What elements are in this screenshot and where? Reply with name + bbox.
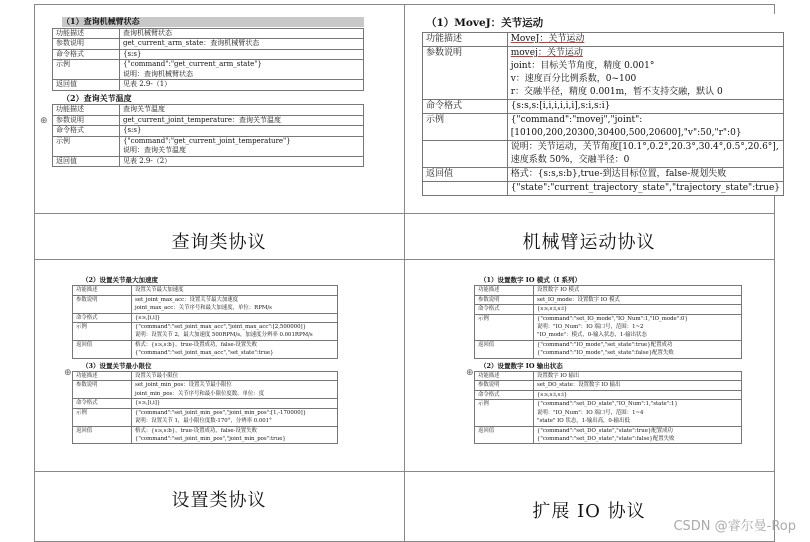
row-value	[132, 426, 338, 444]
row-value	[120, 156, 364, 167]
table-row	[475, 295, 742, 304]
table-row	[475, 305, 742, 314]
row-value-line: joint_min_pos：关节序号和最小限位度数，单位：度	[135, 390, 265, 397]
row-value-line: 设置关节最小限位	[135, 373, 179, 380]
row-value-line: 说明："IO_Num"：IO 端口号，范围：1~2	[537, 324, 644, 331]
row-value	[534, 400, 742, 426]
row-value-line: 见表 2.9-（2）	[123, 156, 172, 165]
row-value	[120, 49, 364, 60]
section-title: （2）查询关节温度	[62, 92, 132, 103]
row-value	[534, 305, 742, 314]
row-value	[534, 286, 742, 295]
row-value-line: 查询关节温度	[123, 105, 165, 113]
row-value-line: {s:s,[i,i]}	[135, 400, 161, 407]
row-label: 示例	[475, 400, 534, 426]
table-row	[423, 168, 784, 182]
watermark: CSDN @睿尔曼-Rop	[673, 519, 796, 534]
table-anchor-icon: ⊕	[40, 116, 48, 126]
row-value	[132, 295, 338, 313]
table-row	[53, 39, 364, 50]
section-title: （1）查询机械臂状态	[62, 17, 364, 27]
row-label: 示例	[53, 60, 120, 80]
row-value-line: 格式：{s:s,s:b},true-到达目标位置，false-规划失败	[510, 169, 727, 179]
row-label: 返回值	[53, 80, 120, 91]
row-label: 返回值	[73, 426, 132, 444]
section-title: （2）设置关节最大加速度	[82, 276, 159, 284]
row-label: 命令格式	[53, 126, 120, 137]
row-value-line: 说明："IO_Num"：IO 端口号，范围：1~4	[537, 409, 644, 416]
row-value-line: joint_max_acc：关节序号和最大加速度，单位：RPM/s	[135, 305, 272, 312]
section-title: （1）设置数字 IO 模式（I 系列）	[480, 276, 582, 284]
row-value-line: 见表 2.9-（1）	[123, 80, 172, 88]
row-label: 功能描述	[475, 286, 534, 295]
row-label: 命令格式	[423, 100, 508, 114]
grid-divider-h1	[35, 213, 774, 214]
row-label: 示例	[73, 408, 132, 426]
table-row	[475, 340, 742, 358]
table-row	[423, 141, 784, 168]
row-value-line: {s:s}	[123, 126, 142, 134]
row-value-line: 格式：{s:s,s:b}，true-设置成功，false-设置失败	[135, 341, 257, 348]
table-row	[53, 136, 364, 156]
row-value-line: {"command":"IO_mode","set_state":true}配置成功	[537, 341, 673, 348]
row-value	[132, 313, 338, 322]
row-value-line: 设置数字 IO 模式	[537, 287, 580, 294]
row-value-line: "state" IO 状态，1-输出高，0-输出低	[537, 418, 630, 425]
row-value	[507, 47, 783, 100]
table-row	[423, 33, 784, 47]
row-label: 返回值	[73, 340, 132, 358]
row-value	[132, 381, 338, 399]
row-value	[132, 408, 338, 426]
row-value-line: {"command":"set_IO_mode","IO_Num":1,"IO_mode":0}	[537, 315, 688, 322]
row-value-line: r：交融半径，精度 0.001m，暂不支持交融，默认 0	[510, 87, 723, 97]
row-value-line: {s:s,s:i,s:i}	[537, 306, 568, 313]
row-value	[120, 39, 364, 50]
doc-io-protocol	[474, 274, 742, 444]
row-label: 参数说明	[73, 381, 132, 399]
row-label: 示例	[53, 136, 120, 156]
row-label: 功能描述	[53, 105, 120, 116]
row-value	[534, 426, 742, 444]
row-label: 命令格式	[475, 305, 534, 314]
row-value-line: joint：目标关节角度，精度 0.001°	[510, 61, 655, 71]
protocol-table	[52, 28, 364, 91]
row-value-line: {"command":"set_DO_state","state":true}配置成功	[537, 427, 673, 434]
row-label: 示例	[73, 323, 132, 341]
row-value	[534, 295, 742, 304]
row-value-line: 说明：查询机械臂状态	[123, 69, 193, 78]
row-value	[534, 340, 742, 358]
table-row	[73, 426, 338, 444]
row-value-line: {"command":"set_joint_min_pos","joint_min_pos":[1,-170000]}	[135, 409, 307, 416]
table-row	[53, 126, 364, 137]
table-row	[53, 115, 364, 126]
section-title: （2）设置数字 IO 输出状态	[480, 361, 563, 370]
row-value	[120, 126, 364, 137]
row-label: 参数说明	[73, 295, 132, 313]
row-value-line: {s:s}	[123, 49, 142, 58]
row-value-line: {"command":"set_joint_max_acc","joint_max_acc":[2,500000]}	[135, 324, 307, 331]
row-value-line: movej：关节运动	[510, 48, 583, 58]
row-value-line: 说明：查询关节温度	[123, 146, 186, 154]
row-value-line: {"command":"set_DO_state","state":false}配置失败	[537, 435, 675, 442]
row-value	[534, 390, 742, 399]
row-label: 参数说明	[53, 39, 120, 50]
grid-divider-vertical	[404, 5, 405, 541]
row-value	[507, 100, 783, 114]
row-value-line: set_DO_state：设置数字 IO 输出	[537, 382, 621, 389]
row-value-line: 设置数字 IO 输出	[537, 373, 580, 380]
row-value-line: set_joint_min_pos：设置关节最小限位	[135, 382, 232, 389]
row-label	[423, 182, 508, 196]
doc-motion-protocol	[422, 14, 784, 196]
row-value-line: get_current_joint_temperature：查询关节温度	[123, 115, 282, 124]
row-value	[132, 340, 338, 358]
row-value	[507, 182, 783, 196]
protocol-table	[422, 32, 784, 196]
table-row	[475, 286, 742, 295]
row-value-line: set_joint_max_acc：设置关节最大加速度	[135, 296, 239, 303]
row-label: 返回值	[423, 168, 508, 182]
caption-io: 扩展 IO 协议	[532, 501, 646, 522]
row-value-line: {s:s,s:i,s:i}	[537, 391, 568, 398]
table-row	[423, 114, 784, 141]
table-row	[53, 28, 364, 39]
row-label: 返回值	[475, 340, 534, 358]
row-value-line: set_IO_mode：设置数字 IO 模式	[537, 296, 620, 303]
row-value-line: 说明：设置关节 1，最小限位度数-170°，分辨率 0.001°	[135, 418, 272, 425]
row-label: 命令格式	[53, 49, 120, 60]
row-label: 命令格式	[475, 390, 534, 399]
row-label: 功能描述	[53, 28, 120, 39]
row-value	[120, 80, 364, 91]
row-label: 返回值	[53, 156, 120, 167]
table-row	[53, 49, 364, 60]
caption-settings: 设置类协议	[171, 490, 267, 511]
row-value-line: {s:s,[i,i]}	[135, 314, 161, 321]
row-value	[507, 114, 783, 141]
table-row	[423, 47, 784, 100]
row-value	[132, 323, 338, 341]
caption-query: 查询类协议	[171, 232, 267, 253]
table-row	[475, 426, 742, 444]
row-value-line: 说明：关节运动，关节角度[10.1°,0.2°,20.3°,30.4°,0.5°,20.6°],速度系数 50%，交融半径：0	[510, 142, 779, 165]
row-value-line: {"command":"set_joint_max_acc","set_state":true}	[135, 350, 274, 357]
table-row	[475, 372, 742, 381]
row-value	[120, 115, 364, 126]
table-row	[53, 105, 364, 116]
row-value-line: get_current_arm_state：查询机械臂状态	[123, 39, 260, 47]
row-label	[423, 141, 508, 168]
row-value-line: 说明：设置关节 2，最大加速度 500RPM/s，加速度分辨率 0.001RPM/s	[135, 332, 313, 339]
table-row	[53, 156, 364, 167]
row-value-line: {"command":"movej","joint":[10100,200,20300,30400,500,20600],"v":50,"r":0}	[510, 115, 742, 138]
row-value-line: {"state":"current_trajectory_state","trajectory_state":true}	[510, 183, 780, 193]
row-value	[534, 314, 742, 340]
row-value	[120, 60, 364, 80]
table-row	[73, 372, 338, 381]
row-value-line: {"command":"get_current_joint_temperature"}	[123, 136, 291, 145]
table-row	[73, 295, 338, 313]
caption-motion: 机械臂运动协议	[522, 232, 656, 253]
table-row	[475, 381, 742, 390]
protocol-table	[474, 371, 742, 444]
section-title: （3）设置关节最小限位	[82, 361, 152, 370]
row-value-line: v：速度百分比例系数，0~100	[510, 74, 637, 84]
table-row	[423, 100, 784, 114]
row-label: 功能描述	[73, 286, 132, 295]
row-value	[507, 141, 783, 168]
table-row	[475, 400, 742, 426]
row-value	[132, 399, 338, 408]
row-value-line: {"command":"set_joint_min_pos","joint_min_pos":true}	[135, 435, 286, 442]
row-value	[132, 372, 338, 381]
row-label: 返回值	[475, 426, 534, 444]
row-value	[120, 136, 364, 156]
row-value	[132, 286, 338, 295]
row-label: 功能描述	[73, 372, 132, 381]
row-label: 示例	[423, 114, 508, 141]
row-value-line: {"command":"set_DO_state","IO_Num":1,"state":1}	[537, 401, 678, 408]
table-row	[73, 313, 338, 322]
section-title: （1）MoveJ：关节运动	[426, 17, 544, 29]
grid-divider-h2	[35, 259, 774, 260]
table-row	[73, 381, 338, 399]
row-label: 功能描述	[423, 33, 508, 47]
row-value	[534, 381, 742, 390]
protocol-table	[72, 285, 338, 358]
row-label: 命令格式	[73, 399, 132, 408]
protocol-table	[52, 104, 364, 167]
row-value-line: 查询机械臂状态	[123, 28, 172, 37]
row-value-line: MoveJ：关节运动	[510, 34, 585, 44]
table-row	[475, 314, 742, 340]
doc-query-protocol	[52, 14, 364, 167]
row-label: 参数说明	[423, 47, 508, 100]
row-label: 参数说明	[53, 115, 120, 126]
table-anchor-icon: ⊕	[466, 368, 474, 378]
row-value	[120, 28, 364, 39]
table-row	[73, 399, 338, 408]
row-label: 示例	[475, 314, 534, 340]
row-label: 功能描述	[475, 372, 534, 381]
doc-settings-protocol	[72, 274, 338, 444]
row-value-line: 设置关节最大加速度	[135, 287, 184, 294]
table-row	[53, 60, 364, 80]
row-value-line: {"command":"get_current_arm_state"}	[123, 60, 262, 68]
row-value	[120, 105, 364, 116]
row-label: 参数说明	[475, 381, 534, 390]
row-value-line: {"command":"IO_mode","set_state":false}配置失败	[537, 350, 674, 357]
row-label: 参数说明	[475, 295, 534, 304]
row-value-line: 格式：{s:s,s:b}，true-设置成功，false-设置失败	[135, 427, 257, 434]
row-value	[507, 168, 783, 182]
table-row	[73, 340, 338, 358]
table-row	[73, 323, 338, 341]
table-row	[475, 390, 742, 399]
row-value-line: "IO_mode"：模式，0-输入状态，1-输出状态	[537, 332, 647, 339]
table-row	[423, 182, 784, 196]
row-value	[534, 372, 742, 381]
row-value-line: {s:s,s:[i,i,i,i,i,i],s:i,s:i}	[510, 101, 611, 111]
grid-divider-h3	[35, 471, 774, 472]
row-label: 命令格式	[73, 313, 132, 322]
protocol-table	[72, 371, 338, 444]
row-value	[507, 33, 783, 47]
protocol-table	[474, 285, 742, 358]
table-row	[53, 80, 364, 91]
table-row	[73, 286, 338, 295]
table-anchor-icon: ⊕	[64, 368, 72, 378]
table-row	[73, 408, 338, 426]
